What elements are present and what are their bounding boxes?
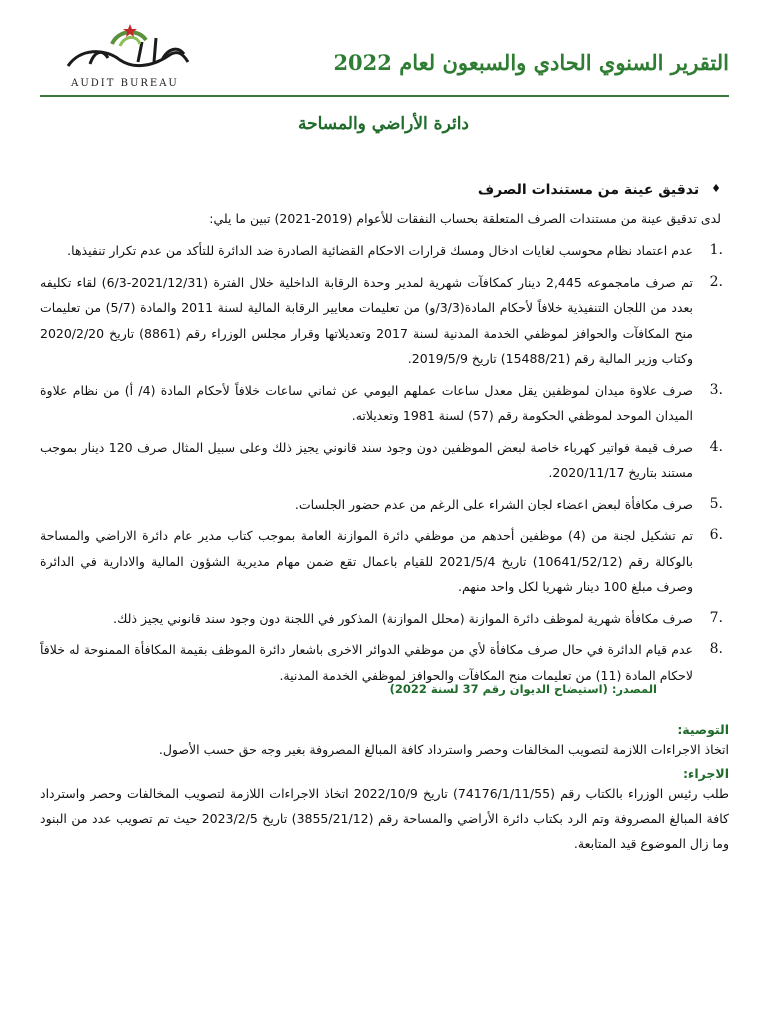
intro-paragraph: لدى تدقيق عينة من مستندات الصرف المتعلقة بحساب النفقات للأعوام (2019-2021) تبين ما يلي: [209,211,721,226]
finding-item [40,606,729,632]
finding-item [40,378,729,429]
finding-number: 5. [709,495,723,512]
finding-number: 1. [709,242,723,258]
section-heading [40,182,729,198]
source-note: المصدر: (استيضاح الديوان رقم 37 لسنة 2022) [389,682,657,696]
section-heading-text: تدقيق عينة من مستندات الصرف [477,182,700,198]
recommendation-text: اتخاذ الاجراءات اللازمة لتصويب المخالفات وحصر واسترداد كافة المبالغ المصروفة بغير وجه حق حسب الأصول. [158,742,729,757]
action-label: الاجراء: [682,766,729,781]
header-divider [40,95,729,97]
finding-item [40,435,729,486]
finding-number: 2. [709,273,723,290]
findings-list [40,238,729,688]
diamond-bullet-icon: ♦ [711,182,721,195]
finding-text: صرف علاوة ميدان لموظفين يقل معدل ساعات عملهم اليومي عن ثماني ساعات خلافاً لأحكام المادة (4/ أ) من نظام علاوة الميدان الموحد لموظفي الحكومة رقم (57) لسنة 1981 وتعديلاته. [40,382,694,423]
finding-number: 6. [709,527,723,543]
action-text: طلب رئيس الوزراء بالكتاب رقم (74176/1/11/55) تاريخ 2022/10/9 اتخاذ الاجراءات اللازمة لتصويب المخالفات وحصر واسترداد كافة المبالغ المصروفة وتم الرد بكتاب دائرة الأراضي والمساحة رقم (3855/21/12) تاريخ 2023/2/5 حيث تم تصويب عدد من البنود وما زال الموضوع قيد المتابعة. [40,786,730,851]
finding-item [40,270,729,372]
finding-text: عدم اعتماد نظام محوسب لغايات ادخال ومسك قرارات الاحكام القضائية الصادرة ضد الدائرة للتأكد من عدم تكرار تنفيذها. [67,243,693,258]
finding-text: تم صرف مامجموعه 2,445 دينار كمكافآت شهرية لمدير وحدة الرقابة الداخلية خلال الفترة (2021/12/31-6/3) لقاء تكليفه بعدد من اللجان التنفيذية خلافاً لأحكام المادة(3/3/و) من تعليمات معايير الرقابة المالية لسنة 2011 والمادة (5/7) من تعليمات منح المكافآت والحوافز لموظفي الخدمة المدنية لسنة 2017 وتعديلاتها وقرار مجلس الوزراء رقم (8861) تاريخ 2020/2/20 وكتاب وزير المالية رقم (15488/21) تاريخ 2019/5/9. [40,274,694,366]
finding-text: صرف مكافأة شهرية لموظف دائرة الموازنة (محلل الموازنة) المذكور في اللجنة دون وجود سند قانوني يجيز ذلك. [113,610,693,626]
recommendation-label: التوصية: [677,722,729,737]
audit-bureau-logo [50,18,200,92]
report-title: التقرير السنوي الحادي والسبعون لعام 2022 [333,50,729,75]
logo-emblem-icon [50,18,200,78]
finding-number: 4. [709,438,723,455]
finding-item [40,523,729,600]
finding-text: صرف قيمة فواتير كهرباء خاصة لبعض الموظفين دون وجود سند قانوني يجيز ذلك وعلى سبيل المثال صرف 120 دينار بموجب مستند بتاريخ 2020/11/17. [40,439,693,480]
finding-number: 8. [709,641,723,657]
source-row [40,682,729,716]
logo-caption: AUDIT BUREAU [71,78,179,89]
finding-number: 3. [709,381,723,398]
finding-text: صرف مكافأة لبعض اعضاء لجان الشراء على الرغم من عدم حضور الجلسات. [294,496,693,512]
department-title: دائرة الأراضي والمساحة [297,114,469,134]
main-content [40,182,729,860]
finding-text: تم تشكيل لجنة من (4) موظفين أحدهم من موظفي دائرة الموازنة العامة بموجب كتاب مدير عام دائرة الاراضي والمساحة بالوكالة رقم (10641/52/12) تاريخ 2021/5/4 للقيام باعمال تقع ضمن مهام مديرية الشؤون المالية والادارية في الدائرة وصرف مبلغ 100 دينار شهريا لكل واحد منهم. [40,528,693,594]
finding-item [40,238,729,264]
finding-item [40,637,729,688]
finding-text: عدم قيام الدائرة في حال صرف مكافأة لأي من موظفي الدوائر الاخرى باشعار دائرة الموظف بقيمة المكافأة الممنوحة له خلافاً لاحكام المادة (11) من تعليمات منح المكافآت والحوافز لموظفي الخدمة المدنية. [40,642,693,683]
page-header [0,0,767,100]
finding-item [40,492,729,518]
finding-number: 7. [709,609,723,626]
